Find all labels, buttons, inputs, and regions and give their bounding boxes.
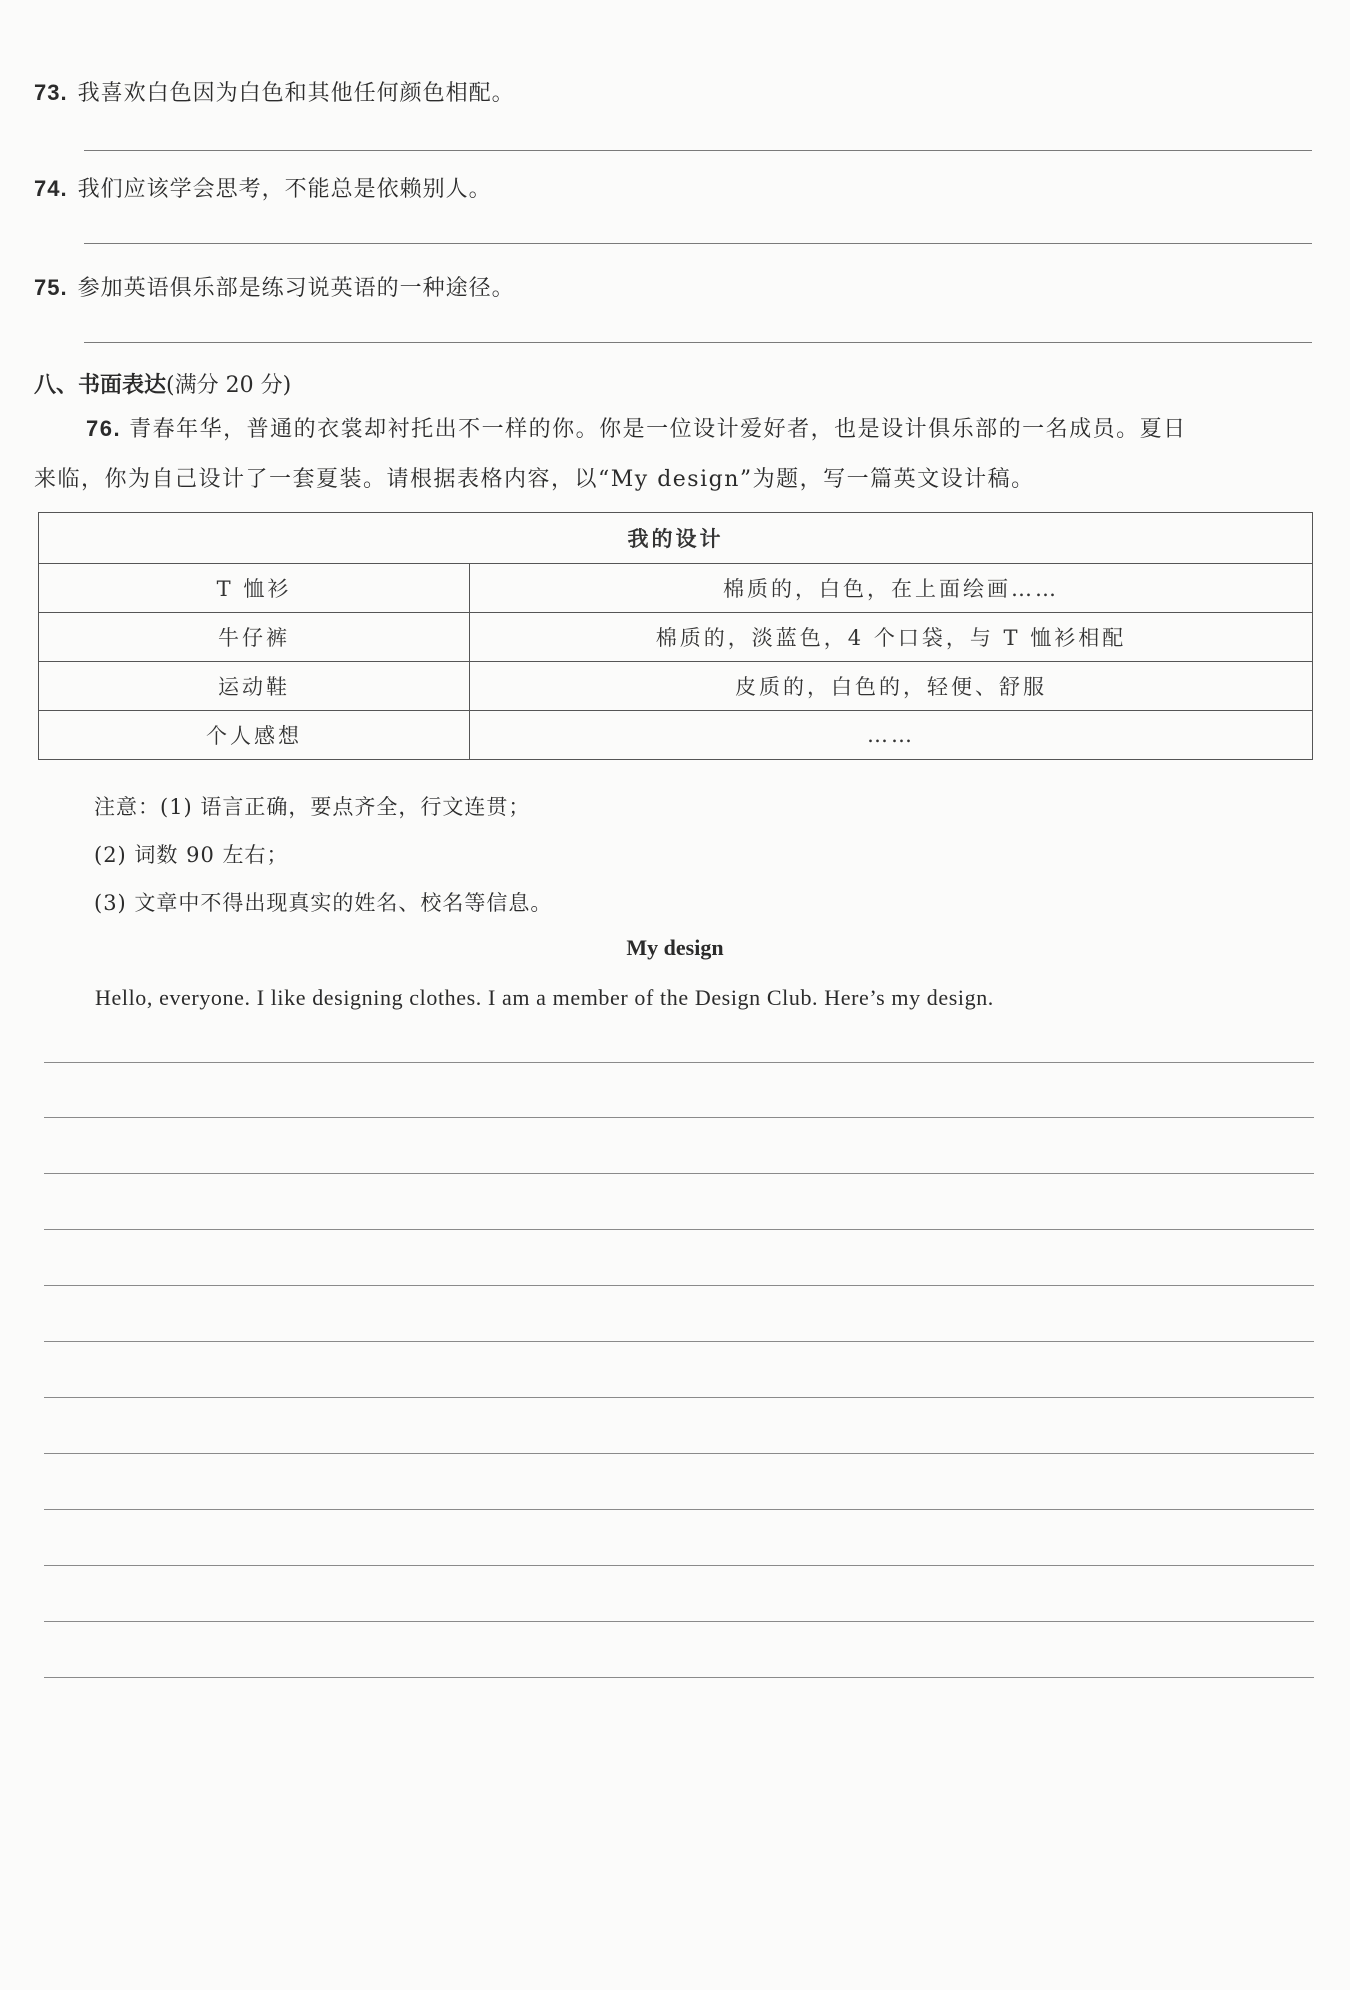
answer-line-75[interactable] (84, 342, 1312, 343)
table-cell-item: 牛仔裤 (39, 613, 470, 662)
writing-line[interactable] (44, 1229, 1314, 1230)
table-cell-item: T 恤衫 (39, 564, 470, 613)
writing-line[interactable] (44, 1677, 1314, 1678)
prompt-number: 76. (86, 416, 122, 441)
question-text: 我们应该学会思考，不能总是依赖别人。 (77, 177, 492, 202)
prompt-line-1 (34, 404, 1314, 455)
question-text: 参加英语俱乐部是练习说英语的一种途径。 (77, 276, 515, 301)
section-title: 八、书面表达 (34, 372, 167, 398)
question-number: 74. (34, 176, 68, 201)
section-score: (满分 20 分) (166, 373, 292, 398)
table-cell-desc: 皮质的，白色的，轻便、舒服 (470, 662, 1313, 711)
writing-line[interactable] (44, 1453, 1314, 1454)
table-cell-desc: 棉质的，白色，在上面绘画…… (470, 564, 1313, 613)
question-74 (34, 174, 492, 205)
note-2: (2) 词数 90 左右； (94, 843, 289, 867)
essay-opening: Hello, everyone. I like designing clothes. I am a member of the Design Club. Here’s my design. (95, 985, 994, 1010)
answer-line-73[interactable] (84, 150, 1312, 151)
prompt-line-2: 来临，你为自己设计了一套夏装。请根据表格内容，以“My design”为题，写一篇英文设计稿。 (34, 467, 1035, 492)
writing-line[interactable] (44, 1341, 1314, 1342)
table-cell-item: 个人感想 (39, 711, 470, 760)
note-1: 注意：(1) 语言正确，要点齐全，行文连贯； (94, 795, 531, 819)
table-row (39, 662, 1313, 711)
writing-line[interactable] (44, 1509, 1314, 1510)
note-3: (3) 文章中不得出现真实的姓名、校名等信息。 (94, 891, 553, 915)
writing-line[interactable] (44, 1397, 1314, 1398)
answer-line-74[interactable] (84, 243, 1312, 244)
question-number: 75. (34, 275, 68, 300)
writing-line[interactable] (44, 1173, 1314, 1174)
section-heading (34, 370, 291, 401)
question-number: 73. (34, 80, 68, 105)
table-cell-desc: …… (470, 711, 1313, 760)
question-73 (34, 78, 515, 109)
writing-line[interactable] (44, 1621, 1314, 1622)
design-table (38, 512, 1313, 760)
table-header-row (39, 513, 1313, 564)
table-header: 我的设计 (39, 513, 1313, 564)
prompt-line-1-text: 青春年华，普通的衣裳却衬托出不一样的你。你是一位设计爱好者，也是设计俱乐部的一名成员。夏日 (129, 417, 1187, 442)
table-row (39, 613, 1313, 662)
table-row (39, 711, 1313, 760)
table-cell-item: 运动鞋 (39, 662, 470, 711)
question-text: 我喜欢白色因为白色和其他任何颜色相配。 (77, 81, 515, 106)
table-row (39, 564, 1313, 613)
writing-line[interactable] (44, 1565, 1314, 1566)
question-75 (34, 273, 515, 304)
essay-title: My design (626, 935, 724, 960)
writing-line[interactable] (44, 1285, 1314, 1286)
writing-line[interactable] (44, 1062, 1314, 1063)
table-cell-desc: 棉质的，淡蓝色，4 个口袋，与 T 恤衫相配 (470, 613, 1313, 662)
writing-line[interactable] (44, 1117, 1314, 1118)
writing-prompt (34, 404, 1314, 505)
